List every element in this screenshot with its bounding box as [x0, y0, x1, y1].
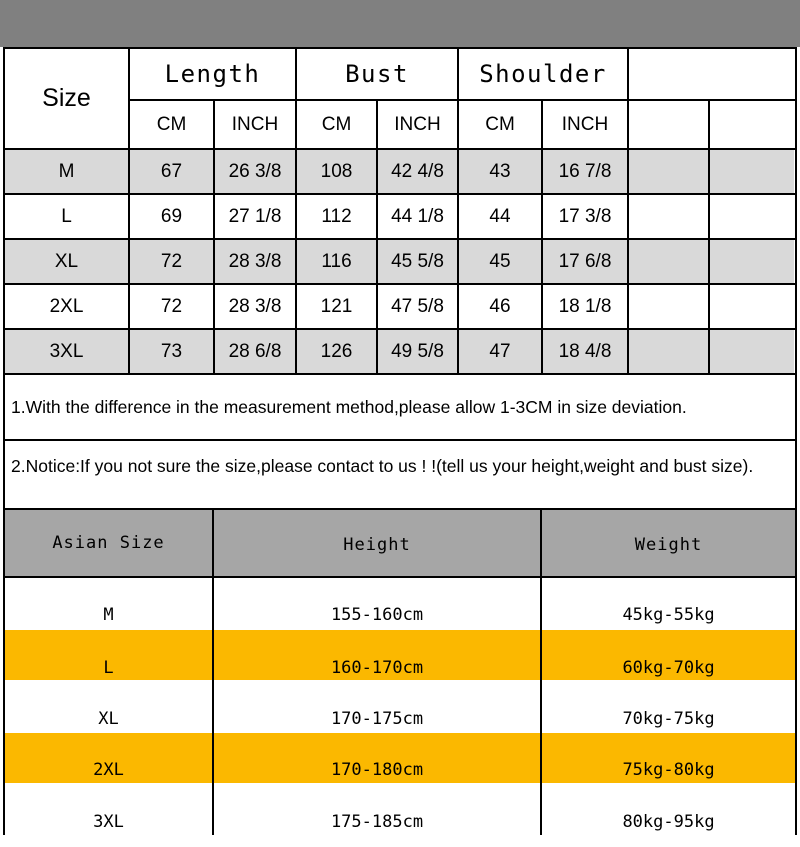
measurement-cell: 47 — [489, 340, 511, 362]
measurement-cell: 72 — [160, 295, 183, 317]
unit-header: CM — [485, 113, 515, 135]
unit-header: INCH — [561, 113, 609, 135]
asian-weight-cell: 45kg-55kg — [622, 605, 715, 625]
measurement-cell: 46 — [489, 295, 511, 317]
asian-weight-cell: 75kg-80kg — [622, 760, 715, 780]
measurement-cell: 47 5/8 — [391, 295, 444, 317]
measurement-cell: 49 5/8 — [391, 340, 444, 362]
measurement-cell: 28 3/8 — [228, 295, 282, 317]
measurement-cell: 45 — [489, 250, 511, 272]
unit-header: CM — [321, 113, 352, 135]
measurement-cell: 26 3/8 — [228, 160, 282, 182]
note-measurement-deviation: 1.With the difference in the measurement method,please allow 1-3CM in size deviation. — [11, 397, 687, 417]
measurement-cell: 28 6/8 — [228, 340, 282, 362]
measurement-cell: 44 1/8 — [391, 205, 444, 227]
asian-size-cell: XL — [98, 709, 119, 729]
size-label-cell: L — [61, 205, 72, 227]
asian-size-header: Asian Size — [52, 533, 165, 553]
measurement-cell: 116 — [321, 250, 352, 272]
measurement-cell: 42 4/8 — [391, 160, 444, 182]
length-header: Length — [164, 60, 261, 88]
measurement-cell: 43 — [489, 160, 511, 182]
bust-header: Bust — [345, 60, 409, 88]
asian-height-cell: 170-175cm — [330, 709, 424, 729]
measurement-cell: 108 — [320, 160, 353, 182]
size-label-cell: 3XL — [49, 340, 84, 362]
height-header: Height — [343, 535, 411, 555]
measurement-cell: 73 — [160, 340, 183, 362]
size-header: Size — [42, 84, 91, 112]
unit-header: INCH — [394, 113, 441, 135]
measurement-cell: 18 4/8 — [558, 340, 612, 362]
measurement-cell: 45 5/8 — [391, 250, 444, 272]
measurement-cell: 28 3/8 — [228, 250, 282, 272]
size-label-cell: XL — [54, 250, 79, 272]
asian-size-cell: 2XL — [93, 760, 124, 780]
top-gray-bar — [0, 0, 800, 47]
asian-height-cell: 170-180cm — [330, 760, 424, 780]
asian-height-cell: 160-170cm — [330, 658, 424, 678]
measurement-cell: 44 — [489, 205, 511, 227]
asian-height-cell: 155-160cm — [330, 605, 424, 625]
measurement-cell: 18 1/8 — [558, 295, 612, 317]
size-label-cell: M — [58, 160, 75, 182]
asian-height-cell: 175-185cm — [330, 812, 424, 832]
measurement-cell: 126 — [320, 340, 353, 362]
measurement-cell: 27 1/8 — [228, 205, 282, 227]
measurement-cell: 72 — [160, 250, 183, 272]
measurement-cell: 16 7/8 — [558, 160, 612, 182]
size-label-cell: 2XL — [49, 295, 84, 317]
asian-size-cell: 3XL — [93, 812, 124, 832]
measurement-cell: 112 — [321, 205, 352, 227]
measurement-cell: 67 — [160, 160, 183, 182]
measurement-cell: 17 6/8 — [558, 250, 612, 272]
shoulder-header: Shoulder — [479, 60, 607, 88]
asian-weight-cell: 80kg-95kg — [622, 812, 715, 832]
unit-header: INCH — [231, 113, 279, 135]
asian-size-cell: M — [103, 605, 114, 625]
asian-weight-cell: 60kg-70kg — [622, 658, 715, 678]
weight-header: Weight — [634, 535, 703, 555]
unit-header: CM — [156, 113, 187, 135]
asian-weight-cell: 70kg-75kg — [622, 709, 715, 729]
asian-size-cell: L — [103, 658, 114, 678]
measurement-cell: 17 3/8 — [558, 205, 612, 227]
measurement-cell: 69 — [160, 205, 183, 227]
measurement-cell: 121 — [320, 295, 353, 317]
note-contact-us: 2.Notice:If you not sure the size,please contact to us ! !(tell us your height,weight and bust size). — [11, 456, 754, 476]
